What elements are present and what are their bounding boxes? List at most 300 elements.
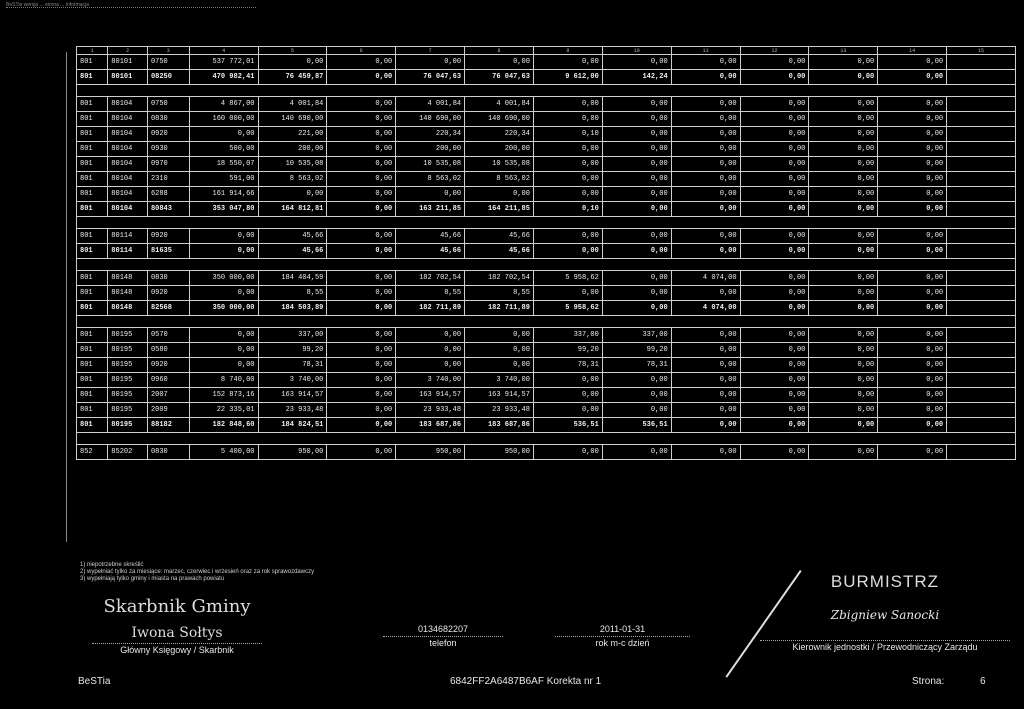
- table-cell: 160 000,00: [189, 112, 258, 127]
- table-cell: 0,00: [189, 358, 258, 373]
- table-cell: 5 958,62: [533, 301, 602, 316]
- table-cell: 0,00: [809, 286, 878, 301]
- header-line-text: BeSTia wersja ... strona ... informacja: [6, 2, 89, 8]
- table-cell: 80195: [108, 373, 148, 388]
- table-cell: 0,00: [809, 127, 878, 142]
- table-cell: 0,00: [878, 244, 947, 259]
- date-value: 2011-01-31: [599, 624, 646, 634]
- table-cell: 0,00: [533, 229, 602, 244]
- table-cell: 801: [77, 112, 108, 127]
- table-cell: 801: [77, 358, 108, 373]
- table-cell: 801: [77, 172, 108, 187]
- table-cell: 0,00: [878, 403, 947, 418]
- table-cell: [947, 55, 1016, 70]
- table-cell: 0,00: [396, 328, 465, 343]
- table-cell: [947, 358, 1016, 373]
- date-label: rok m-c dzień: [555, 636, 690, 648]
- table-cell: 0,00: [740, 271, 809, 286]
- table-cell: 0,00: [327, 358, 396, 373]
- table-row: [77, 97, 1016, 112]
- table-cell: 220,34: [396, 127, 465, 142]
- table-cell: 0,00: [671, 172, 740, 187]
- table-cell: 0,00: [602, 55, 671, 70]
- treasurer-signature: [92, 596, 262, 655]
- table-cell: 0,00: [533, 112, 602, 127]
- table-cell: 0,00: [878, 187, 947, 202]
- treasurer-role: Główny Księgowy / Skarbnik: [92, 643, 262, 655]
- table-cell: 2009: [147, 403, 189, 418]
- table-row: [77, 403, 1016, 418]
- table-cell: 0,00: [533, 55, 602, 70]
- table-cell: 0,00: [396, 55, 465, 70]
- table-cell: 0,00: [878, 373, 947, 388]
- table-cell: 0,00: [740, 445, 809, 460]
- table-cell: 0,00: [878, 172, 947, 187]
- table-cell: 0,00: [809, 229, 878, 244]
- table-cell: 4 867,00: [189, 97, 258, 112]
- table-cell: 0,00: [602, 187, 671, 202]
- table-cell: 0,00: [809, 328, 878, 343]
- table-cell: 0,00: [533, 403, 602, 418]
- table-cell: 0,00: [602, 403, 671, 418]
- table-cell: [947, 157, 1016, 172]
- table-cell: 536,51: [602, 418, 671, 433]
- table-cell: 45,66: [465, 229, 534, 244]
- table-cell: 801: [77, 70, 108, 85]
- separator-cell: [77, 85, 1016, 97]
- header-line: [6, 2, 256, 11]
- table-cell: 0830: [147, 445, 189, 460]
- table-cell: 80195: [108, 358, 148, 373]
- table-cell: 82568: [147, 301, 189, 316]
- column-number: 15: [947, 47, 1016, 55]
- table-cell: 0,00: [327, 55, 396, 70]
- column-number: 11: [671, 47, 740, 55]
- table-cell: 80148: [108, 301, 148, 316]
- table-cell: 182 711,89: [396, 301, 465, 316]
- table-cell: 0,00: [878, 445, 947, 460]
- table-cell: 8 563,02: [258, 172, 327, 187]
- table-row: [77, 271, 1016, 286]
- table-cell: 0,00: [671, 244, 740, 259]
- table-cell: 0,00: [809, 373, 878, 388]
- table-cell: 220,34: [465, 127, 534, 142]
- table-cell: 8 740,00: [189, 373, 258, 388]
- table-cell: 0,00: [809, 343, 878, 358]
- table-cell: 0,00: [809, 418, 878, 433]
- table-cell: 0,00: [327, 301, 396, 316]
- table-cell: 184 503,89: [258, 301, 327, 316]
- table-cell: 163 914,57: [465, 388, 534, 403]
- table-cell: [947, 202, 1016, 217]
- column-number: 8: [465, 47, 534, 55]
- table-cell: 0,00: [809, 358, 878, 373]
- table-cell: 99,20: [533, 343, 602, 358]
- table-cell: 0,00: [809, 172, 878, 187]
- table-cell: 152 873,16: [189, 388, 258, 403]
- table-row: [77, 343, 1016, 358]
- table-cell: 0,00: [671, 445, 740, 460]
- table-cell: 0,00: [327, 157, 396, 172]
- table-cell: 88182: [147, 418, 189, 433]
- table-cell: 350 000,00: [189, 301, 258, 316]
- table-cell: 0,00: [740, 343, 809, 358]
- table-cell: 0,00: [671, 373, 740, 388]
- table-cell: 337,00: [602, 328, 671, 343]
- table-cell: 0,00: [740, 286, 809, 301]
- column-number: 5: [258, 47, 327, 55]
- table-cell: 0,00: [465, 55, 534, 70]
- table-cell: 591,00: [189, 172, 258, 187]
- table-cell: [947, 112, 1016, 127]
- table-cell: 0,00: [602, 445, 671, 460]
- table-cell: 08250: [147, 70, 189, 85]
- table-cell: 0,00: [740, 55, 809, 70]
- table-cell: [947, 271, 1016, 286]
- table-cell: 80104: [108, 97, 148, 112]
- table-cell: 0,00: [740, 142, 809, 157]
- table-cell: 0,00: [878, 70, 947, 85]
- table-cell: 0,00: [258, 187, 327, 202]
- table-cell: 80104: [108, 157, 148, 172]
- table-cell: 0,00: [740, 229, 809, 244]
- table-cell: [947, 328, 1016, 343]
- table-cell: 3 740,00: [396, 373, 465, 388]
- table-row: [77, 388, 1016, 403]
- table-cell: [947, 388, 1016, 403]
- table-cell: 80843: [147, 202, 189, 217]
- table-cell: 0,00: [465, 328, 534, 343]
- table-cell: 0,00: [878, 97, 947, 112]
- table-cell: 801: [77, 187, 108, 202]
- table-cell: 0,00: [189, 343, 258, 358]
- table-cell: 80195: [108, 388, 148, 403]
- table-cell: 45,66: [258, 229, 327, 244]
- table-cell: 5 958,62: [533, 271, 602, 286]
- table-cell: 8,55: [258, 286, 327, 301]
- table-cell: 10 535,08: [396, 157, 465, 172]
- table-cell: 337,00: [258, 328, 327, 343]
- table-cell: 140 690,00: [258, 112, 327, 127]
- table-cell: 0,00: [671, 157, 740, 172]
- table-cell: 353 047,80: [189, 202, 258, 217]
- table-cell: 0,00: [809, 70, 878, 85]
- treasurer-stamp: Skarbnik Gminy: [103, 596, 251, 617]
- table-cell: 0,00: [327, 328, 396, 343]
- table-cell: 45,66: [396, 244, 465, 259]
- table-cell: 0,00: [327, 445, 396, 460]
- table-cell: 81635: [147, 244, 189, 259]
- table-cell: 80101: [108, 55, 148, 70]
- table-cell: [947, 286, 1016, 301]
- table-cell: 0,00: [465, 358, 534, 373]
- phone-label: telefon: [383, 636, 503, 648]
- table-cell: [947, 187, 1016, 202]
- table-cell: 0,00: [740, 244, 809, 259]
- table-cell: 80114: [108, 244, 148, 259]
- table-cell: 0,00: [740, 97, 809, 112]
- table-cell: 164 211,85: [465, 202, 534, 217]
- table-cell: 0,00: [327, 187, 396, 202]
- group-separator: [77, 259, 1016, 271]
- table-cell: 536,51: [533, 418, 602, 433]
- table-cell: 0,00: [602, 157, 671, 172]
- table-cell: 163 914,57: [396, 388, 465, 403]
- table-cell: 0920: [147, 358, 189, 373]
- table-cell: 0,00: [878, 112, 947, 127]
- table-cell: 0,00: [602, 142, 671, 157]
- table-cell: 0,00: [878, 328, 947, 343]
- group-separator: [77, 85, 1016, 97]
- table-cell: 0,00: [809, 403, 878, 418]
- table-cell: 0,00: [809, 142, 878, 157]
- table-cell: 0,00: [602, 271, 671, 286]
- table-cell: 0,00: [533, 244, 602, 259]
- table-cell: 3 740,00: [258, 373, 327, 388]
- separator-cell: [77, 217, 1016, 229]
- table-cell: 0,00: [878, 286, 947, 301]
- table-cell: 801: [77, 343, 108, 358]
- table-cell: 140 690,00: [396, 112, 465, 127]
- table-row: [77, 187, 1016, 202]
- table-cell: 0,00: [878, 202, 947, 217]
- table-cell: 0,00: [809, 271, 878, 286]
- table-cell: 4 001,84: [465, 97, 534, 112]
- table-row: [77, 328, 1016, 343]
- table-cell: 0,00: [189, 328, 258, 343]
- table-cell: 22 335,01: [189, 403, 258, 418]
- table-cell: 0,00: [671, 55, 740, 70]
- table-cell: 80101: [108, 70, 148, 85]
- column-number: 3: [147, 47, 189, 55]
- table-cell: 0,00: [533, 286, 602, 301]
- group-separator: [77, 316, 1016, 328]
- footnote: 2) wypełniać tylko za miesiące: marzec, czerwiec i wrzesień oraz za rok sprawozdawczy: [80, 569, 315, 575]
- table-cell: 80195: [108, 328, 148, 343]
- table-cell: 80195: [108, 418, 148, 433]
- table-cell: 0,00: [809, 187, 878, 202]
- separator-cell: [77, 433, 1016, 445]
- table-cell: 18 550,07: [189, 157, 258, 172]
- page-label: Strona:: [912, 676, 945, 687]
- table-cell: 200,00: [396, 142, 465, 157]
- table-cell: 0,00: [327, 127, 396, 142]
- table-cell: 99,20: [602, 343, 671, 358]
- column-number: 10: [602, 47, 671, 55]
- table-cell: 0,00: [878, 157, 947, 172]
- table-cell: 0,00: [602, 229, 671, 244]
- table-cell: 80148: [108, 286, 148, 301]
- table-cell: 0,00: [465, 187, 534, 202]
- table-cell: 80195: [108, 343, 148, 358]
- table-cell: 0,00: [327, 286, 396, 301]
- table-cell: 0,00: [327, 418, 396, 433]
- table-cell: 0,00: [878, 388, 947, 403]
- table-row: [77, 55, 1016, 70]
- table-cell: 0,10: [533, 127, 602, 142]
- separator-cell: [77, 259, 1016, 271]
- table-row: [77, 445, 1016, 460]
- table-row: [77, 70, 1016, 85]
- table-cell: 0,00: [878, 127, 947, 142]
- table-cell: 6288: [147, 187, 189, 202]
- table-cell: 0,00: [878, 358, 947, 373]
- table-cell: 0,00: [327, 97, 396, 112]
- table-cell: 0,00: [533, 388, 602, 403]
- group-separator: [77, 433, 1016, 445]
- table-cell: 0,00: [602, 97, 671, 112]
- table-cell: 78,31: [602, 358, 671, 373]
- table-cell: 0,00: [740, 328, 809, 343]
- column-number: 9: [533, 47, 602, 55]
- table-cell: 0,00: [809, 388, 878, 403]
- table-cell: 0,00: [740, 112, 809, 127]
- column-number: 7: [396, 47, 465, 55]
- table-cell: 142,24: [602, 70, 671, 85]
- table-cell: 184 404,59: [258, 271, 327, 286]
- table-cell: 0,00: [327, 229, 396, 244]
- table-cell: 337,00: [533, 328, 602, 343]
- table-cell: 0,00: [671, 142, 740, 157]
- table-cell: 183 687,86: [396, 418, 465, 433]
- table-cell: 0,00: [671, 202, 740, 217]
- table-cell: 0,00: [671, 403, 740, 418]
- table-cell: 537 772,01: [189, 55, 258, 70]
- table-cell: 0920: [147, 286, 189, 301]
- table-cell: 140 690,00: [465, 112, 534, 127]
- table-cell: 3 740,00: [465, 373, 534, 388]
- table-cell: 76 047,63: [465, 70, 534, 85]
- footnotes: [80, 562, 314, 583]
- table-cell: 78,31: [533, 358, 602, 373]
- table-cell: 221,00: [258, 127, 327, 142]
- table-cell: [947, 373, 1016, 388]
- table-cell: [947, 172, 1016, 187]
- table-cell: [947, 301, 1016, 316]
- table-cell: 163 211,85: [396, 202, 465, 217]
- treasurer-name: Iwona Sołtys: [131, 625, 223, 641]
- table-cell: 23 933,48: [396, 403, 465, 418]
- table-cell: 80104: [108, 112, 148, 127]
- table-cell: 80104: [108, 127, 148, 142]
- table-cell: 0,00: [878, 229, 947, 244]
- table-cell: 0920: [147, 229, 189, 244]
- table-row: [77, 286, 1016, 301]
- table-cell: 4 001,84: [258, 97, 327, 112]
- table-cell: 200,00: [258, 142, 327, 157]
- table-cell: [947, 142, 1016, 157]
- table-cell: 0,00: [809, 112, 878, 127]
- table-cell: 23 933,48: [465, 403, 534, 418]
- table-cell: 0,00: [809, 445, 878, 460]
- table-row: [77, 229, 1016, 244]
- table-cell: 801: [77, 373, 108, 388]
- table-cell: 182 711,89: [465, 301, 534, 316]
- date-block: [555, 624, 690, 648]
- table-cell: 182 702,54: [465, 271, 534, 286]
- column-number: 12: [740, 47, 809, 55]
- table-cell: 0,00: [602, 172, 671, 187]
- table-cell: 0,00: [533, 97, 602, 112]
- table-cell: 0,00: [740, 172, 809, 187]
- table-cell: 0,00: [533, 445, 602, 460]
- table-cell: 0,00: [740, 187, 809, 202]
- table-cell: 0,00: [602, 373, 671, 388]
- table-cell: 5 400,00: [189, 445, 258, 460]
- table-cell: 0,00: [602, 202, 671, 217]
- table-cell: 0,00: [327, 142, 396, 157]
- table-cell: 0,00: [809, 244, 878, 259]
- table-cell: 0970: [147, 157, 189, 172]
- table-cell: 0,00: [258, 55, 327, 70]
- table-cell: 76 047,63: [396, 70, 465, 85]
- table-cell: 0,00: [533, 142, 602, 157]
- table-cell: 0,00: [740, 373, 809, 388]
- table-cell: 0,00: [533, 373, 602, 388]
- column-number: 14: [878, 47, 947, 55]
- table-cell: 161 914,66: [189, 187, 258, 202]
- table-cell: 950,00: [465, 445, 534, 460]
- column-number: 2: [108, 47, 148, 55]
- column-number-row: [77, 47, 1016, 55]
- table-cell: 0,00: [809, 301, 878, 316]
- table-row: [77, 418, 1016, 433]
- table-cell: 801: [77, 388, 108, 403]
- table-cell: 0,00: [878, 271, 947, 286]
- table-cell: 0,00: [671, 343, 740, 358]
- table-cell: 0,00: [878, 343, 947, 358]
- table-cell: 0,00: [740, 202, 809, 217]
- table-cell: 0,00: [878, 418, 947, 433]
- footnote: 3) wypełniają tylko gminy i miasta na prawach powiatu: [80, 576, 225, 582]
- table-cell: 78,31: [258, 358, 327, 373]
- table-cell: 0,00: [602, 244, 671, 259]
- table-cell: 0,00: [327, 373, 396, 388]
- table-cell: 80148: [108, 271, 148, 286]
- table-cell: 0,00: [740, 127, 809, 142]
- budget-table: [76, 46, 1016, 460]
- table-cell: 0580: [147, 343, 189, 358]
- table-cell: 0,00: [878, 301, 947, 316]
- table-cell: [947, 343, 1016, 358]
- table-cell: 0,00: [740, 301, 809, 316]
- table-row: [77, 202, 1016, 217]
- table-cell: 0960: [147, 373, 189, 388]
- table-cell: 80104: [108, 172, 148, 187]
- table-cell: 4 074,00: [671, 271, 740, 286]
- table-cell: 0,00: [327, 271, 396, 286]
- table-cell: 950,00: [396, 445, 465, 460]
- table-cell: 10 535,08: [258, 157, 327, 172]
- table-cell: [947, 127, 1016, 142]
- table-cell: 801: [77, 328, 108, 343]
- table-cell: 0,00: [602, 127, 671, 142]
- phone-value: 0134682207: [417, 624, 469, 634]
- table-cell: 45,66: [465, 244, 534, 259]
- table-cell: 801: [77, 286, 108, 301]
- table-cell: 8 563,02: [396, 172, 465, 187]
- table-cell: 183 687,86: [465, 418, 534, 433]
- table-cell: 0,00: [602, 388, 671, 403]
- table-cell: 0,00: [740, 358, 809, 373]
- table-cell: 0,00: [671, 97, 740, 112]
- table-cell: 0,00: [533, 172, 602, 187]
- table-row: [77, 301, 1016, 316]
- table-cell: 0,00: [327, 202, 396, 217]
- table-cell: 0,00: [396, 187, 465, 202]
- table-cell: 0,00: [671, 127, 740, 142]
- table-cell: 0,00: [327, 172, 396, 187]
